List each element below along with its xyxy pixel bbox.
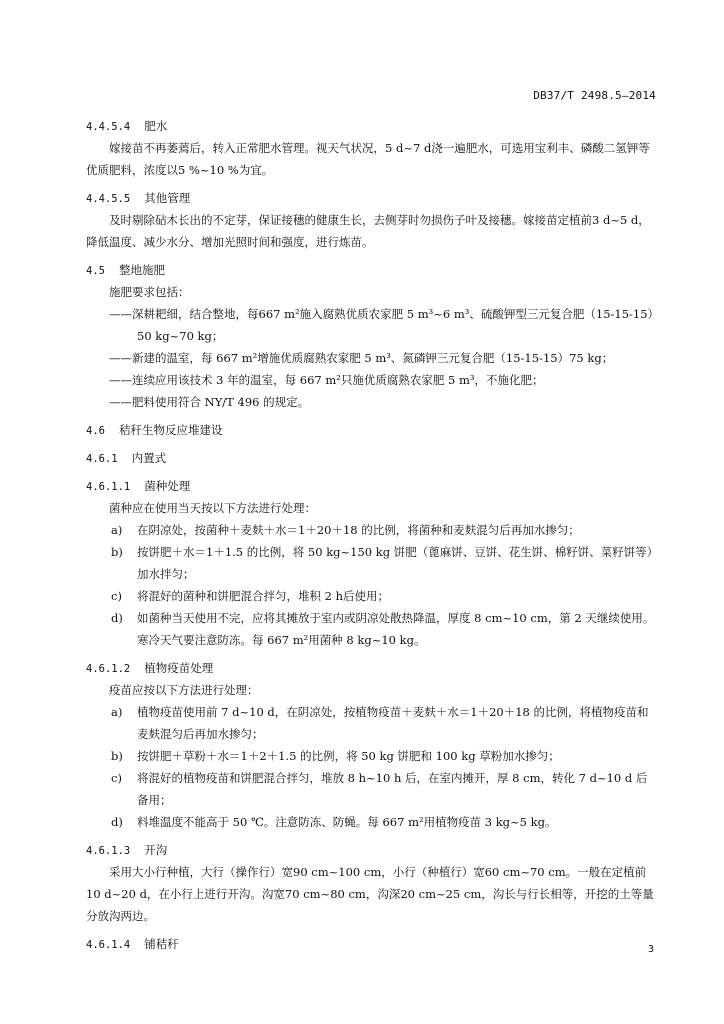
- heading-4-6-1: [86, 450, 656, 466]
- fertilizer-intro: 施肥要求包括：: [109, 285, 190, 299]
- list-item: ——新建的温室，每 667 m²增施优质腐熟农家肥 5 m³、氮磷钾三元复合肥（15-15-15）75 kg；: [109, 351, 614, 365]
- heading-number: 4.6.1.4: [86, 939, 131, 951]
- heading-title: 秸秆生物反应堆建设: [118, 423, 223, 437]
- heading-number: 4.6: [86, 425, 105, 437]
- heading-4-6: [86, 422, 656, 438]
- document-code: DB37/T 2498.5—2014: [533, 89, 656, 102]
- heading-title: 内置式: [131, 451, 167, 465]
- heading-title: 其他管理: [144, 191, 191, 205]
- vaccine-intro: 疫苗应按以下方法进行处理：: [109, 683, 259, 697]
- list-text: 按饼肥＋草粉＋水＝1＋2＋1.5 的比例，将 50 kg 饼肥和 100 kg 草粉加水掺匀；: [137, 749, 560, 763]
- list-item: ——连续应用该技术 3 年的温室，每 667 m²只施优质腐熟农家肥 5 m³，不施化肥；: [109, 373, 544, 387]
- list-label: c): [111, 589, 122, 603]
- paragraph-fertilizer-water: 嫁接苗不再萎蔫后，转入正常肥水管理。视天气状况，5 d~7 d浇一遍肥水，可选用宝利丰、磷酸二氢钾等优质肥料，浓度以5 %~10 %为宜。: [86, 141, 650, 177]
- paragraph-trenching: 采用大小行种植，大行（操作行）宽90 cm~100 cm，小行（种植行）宽60 cm~70 cm。一般在定植前10 d~20 d，在小行上进行开沟。沟宽70 cm~80 cm，沟深20 cm~25 cm，沟长与行长相等，开挖的土等量分放沟两边。: [86, 865, 654, 923]
- list-item: [86, 519, 656, 541]
- heading-title: 植物疫苗处理: [144, 661, 214, 675]
- list-item: [86, 745, 656, 767]
- heading-number: 4.4.5.4: [86, 121, 131, 133]
- heading-4-4-5-5: [86, 190, 656, 206]
- heading-title: 整地施肥: [118, 263, 165, 277]
- list-item: [86, 811, 656, 833]
- heading-number: 4.6.1.1: [86, 481, 131, 493]
- list-item: [86, 585, 656, 607]
- heading-number: 4.4.5.5: [86, 193, 131, 205]
- list-item: [86, 541, 656, 585]
- list-label: a): [111, 523, 123, 537]
- heading-title: 铺秸秆: [144, 937, 179, 951]
- list-item: [86, 607, 656, 651]
- list-text: 将混好的植物疫苗和饼肥混合拌匀，堆放 8 h~10 h 后，在室内摊开，厚 8 cm，转化 7 d~10 d 后备用；: [137, 771, 648, 807]
- heading-title: 肥水: [144, 119, 168, 133]
- list-text: 按饼肥＋水＝1＋1.5 的比例，将 50 kg~150 kg 饼肥（蓖麻饼、豆饼、花生饼、棉籽饼、菜籽饼等）加水拌匀；: [137, 545, 653, 581]
- list-label: a): [111, 705, 123, 719]
- list-item: ——深耕耙细，结合整地，每667 m²施入腐熟优质农家肥 5 m³~6 m³、硫酸钾型三元复合肥（15-15-15）: [109, 307, 660, 321]
- list-label: b): [111, 545, 123, 559]
- list-item-continuation: 50 kg~70 kg；: [137, 329, 224, 343]
- list-text: 植物疫苗使用前 7 d~10 d，在阴凉处，按植物疫苗＋麦麸＋水＝1＋20＋18 的比例，将植物疫苗和麦麸混匀后再加水掺匀；: [137, 705, 649, 741]
- heading-title: 菌种处理: [144, 479, 191, 493]
- heading-4-4-5-4: [86, 118, 656, 134]
- strain-intro: 菌种应在使用当天按以下方法进行处理：: [109, 501, 316, 515]
- heading-number: 4.6.1: [86, 453, 118, 465]
- list-label: b): [111, 749, 123, 763]
- list-text: 如菌种当天使用不完，应将其摊放于室内或阴凉处散热降温，厚度 8 cm~10 cm，第 2 天继续使用。寒冷天气要注意防冻。每 667 m²用菌种 8 kg~10 kg。: [137, 611, 655, 647]
- document-body: [86, 112, 660, 952]
- page-number: 3: [647, 944, 654, 955]
- heading-4-6-1-2: [86, 660, 656, 676]
- heading-4-5: [86, 262, 656, 278]
- list-item: [86, 701, 656, 745]
- heading-number: 4.6.1.2: [86, 663, 131, 675]
- paragraph-other-management: 及时剔除砧木长出的不定芽，保证接穗的健康生长，去侧芽时勿损伤子叶及接穗。嫁接苗定植前3 d~5 d，降低温度、减少水分、增加光照时间和强度，进行炼苗。: [86, 213, 650, 249]
- list-label: c): [111, 771, 122, 785]
- list-text: 将混好的菌种和饼肥混合拌匀，堆积 2 h后使用；: [137, 589, 390, 603]
- heading-number: 4.6.1.3: [86, 845, 131, 857]
- list-text: 料堆温度不能高于 50 ℃。注意防冻、防蝇。每 667 m²用植物疫苗 3 kg~5 kg。: [137, 815, 557, 829]
- list-text: 在阴凉处，按菌种＋麦麸＋水＝1＋20＋18 的比例，将菌种和麦麸混匀后再加水掺匀；: [137, 523, 580, 537]
- heading-4-6-1-4: [86, 936, 656, 952]
- heading-number: 4.5: [86, 265, 105, 277]
- list-item: [86, 767, 656, 811]
- heading-title: 开沟: [144, 843, 168, 857]
- heading-4-6-1-1: [86, 478, 656, 494]
- list-label: d): [111, 815, 123, 829]
- list-item: ——肥料使用符合 NY/T 496 的规定。: [109, 395, 310, 409]
- list-label: d): [111, 611, 123, 625]
- heading-4-6-1-3: [86, 842, 656, 858]
